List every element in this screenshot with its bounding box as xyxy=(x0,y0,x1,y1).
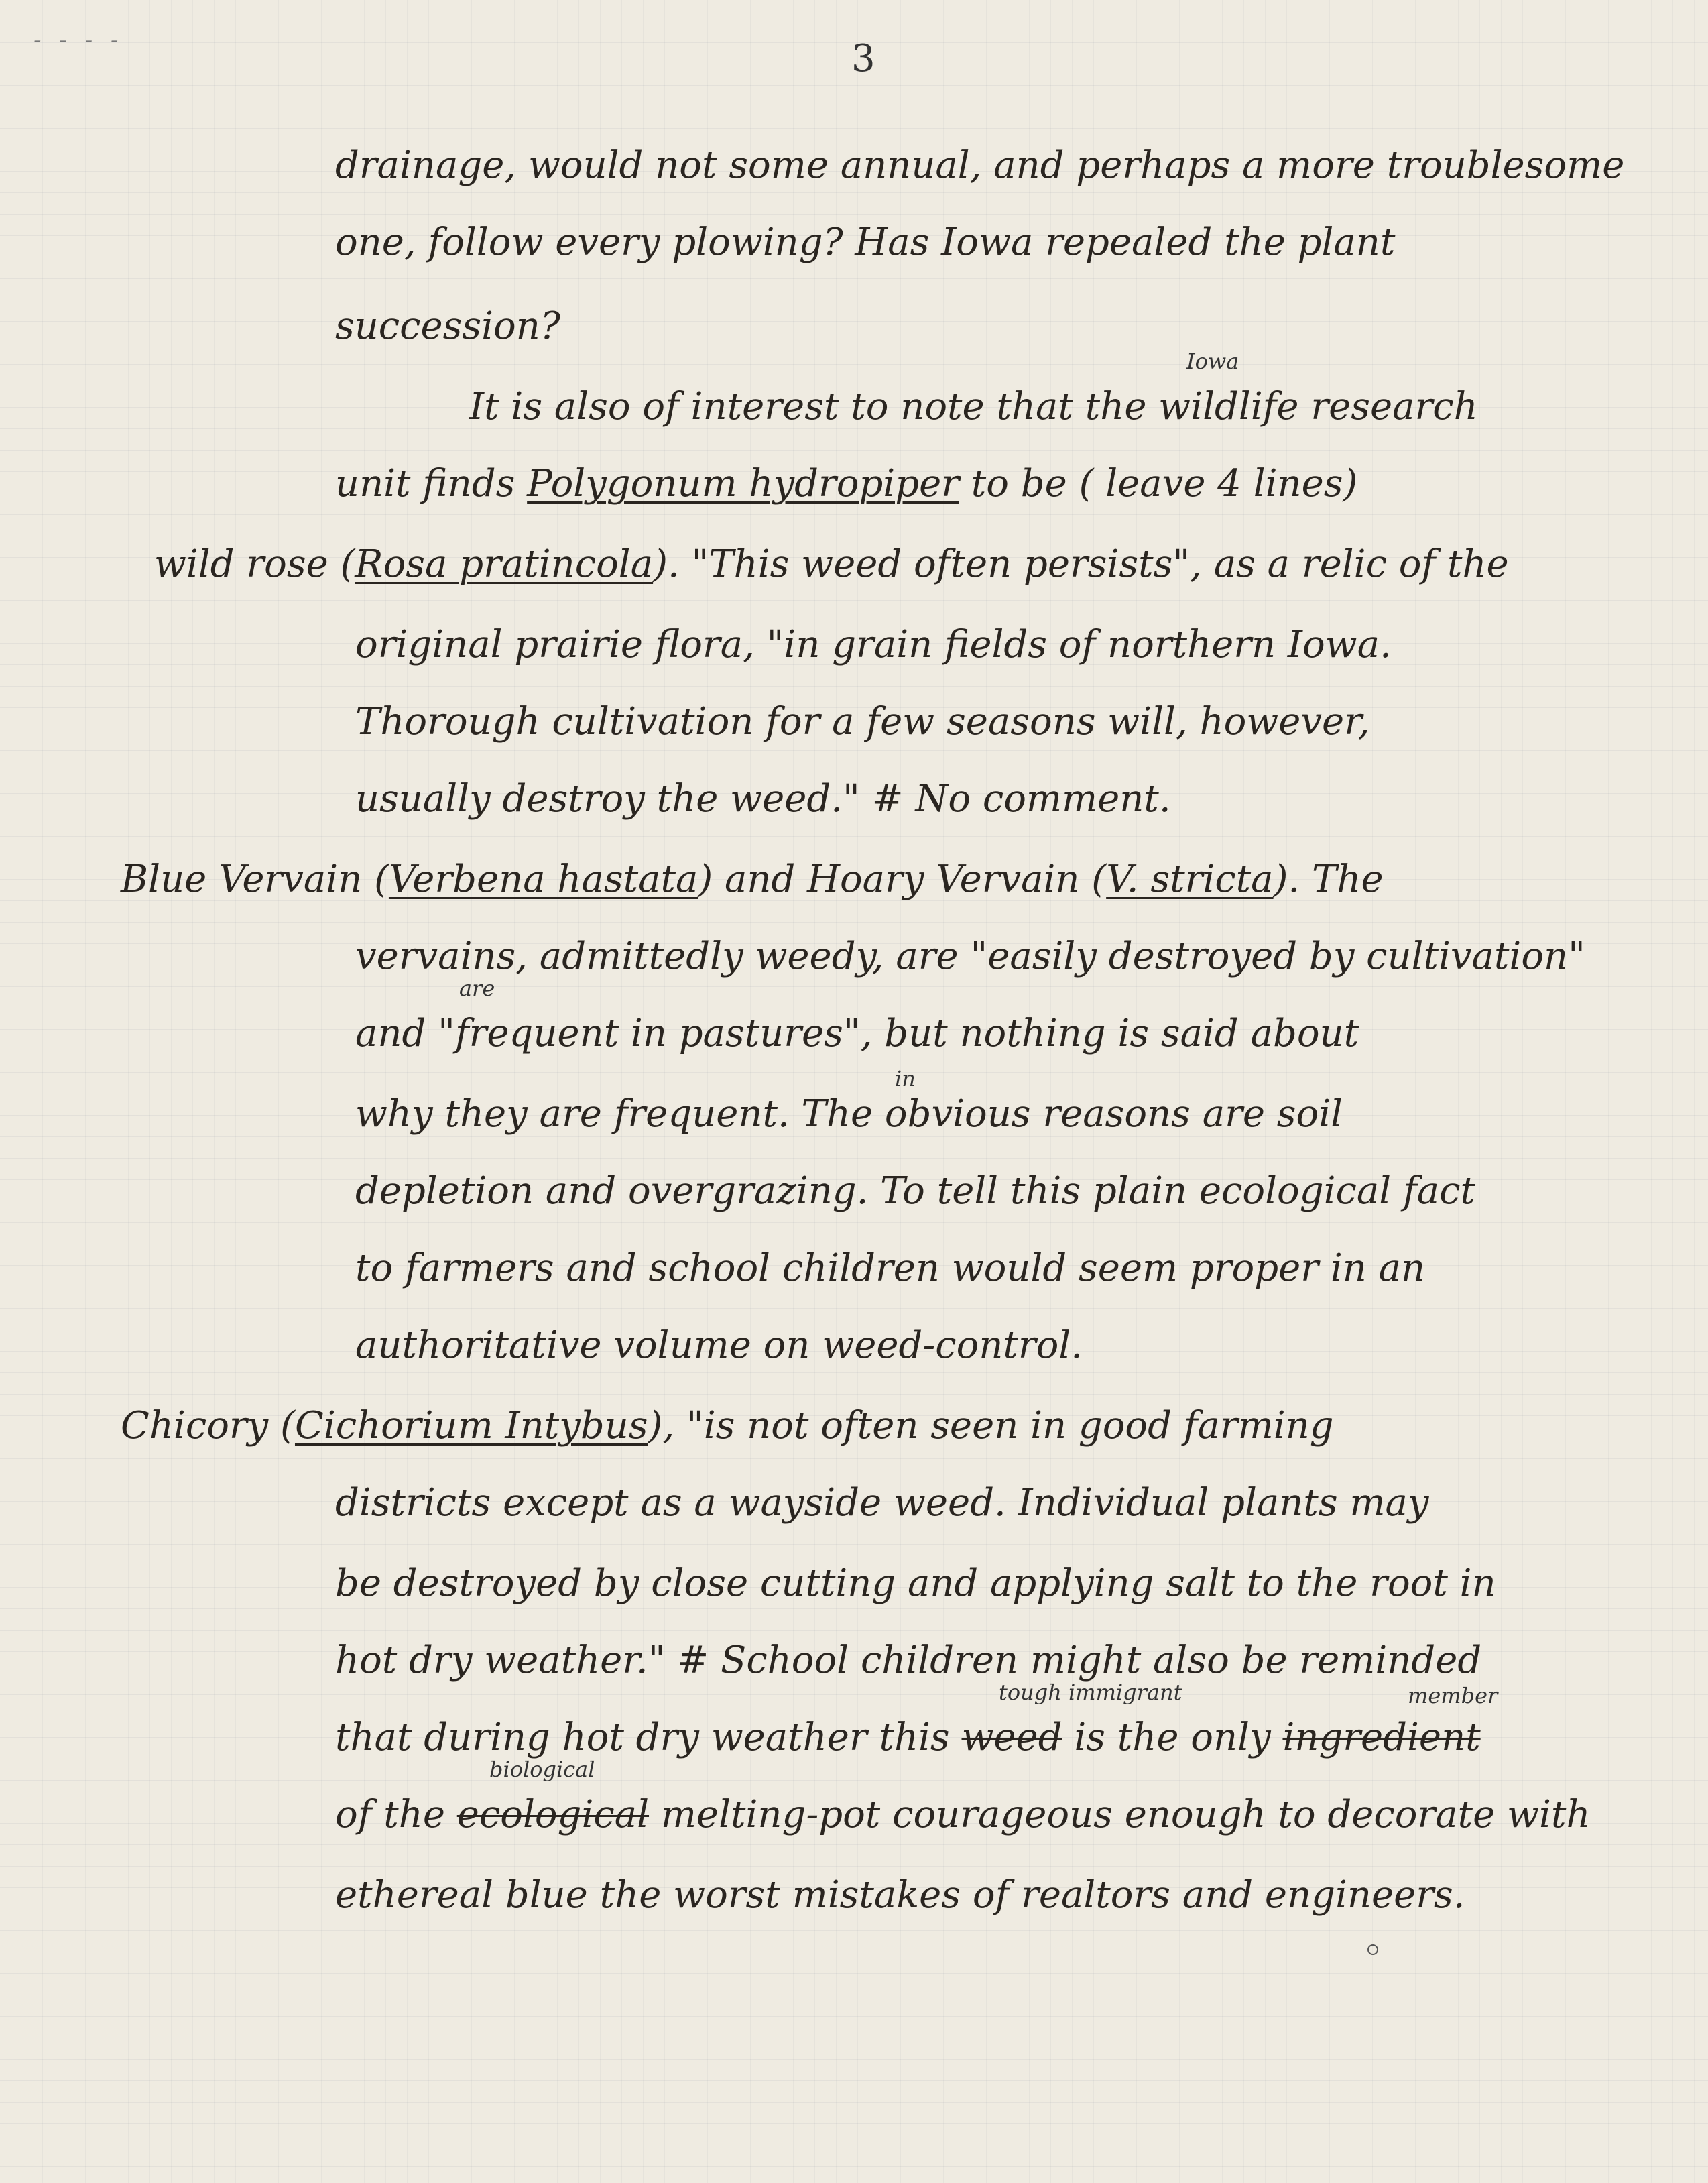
page-number: 3 xyxy=(851,37,875,80)
insertion-iowa: Iowa xyxy=(1186,349,1239,374)
struck-word-ecological: ecological xyxy=(456,1793,650,1836)
scientific-name-verbena: Verbena hastata xyxy=(388,858,698,901)
text-line-13: why they are frequent. The obvious reasons are soil xyxy=(355,1092,1343,1136)
scientific-name-cichorium: Cichorium Intybus xyxy=(294,1404,648,1448)
text-line-21-mid: is the only xyxy=(1062,1716,1283,1759)
text-line-4: It is also of interest to note that the wildlife research xyxy=(469,385,1478,428)
text-line-20: hot dry weather." # School children might also be reminded xyxy=(335,1639,1482,1682)
text-line-12: and "frequent in pastures", but nothing is said about xyxy=(355,1012,1359,1055)
text-line-17-pre: Chicory ( xyxy=(121,1404,295,1448)
text-line-21 xyxy=(335,1716,1481,1759)
text-line-8: Thorough cultivation for a few seasons will, however, xyxy=(355,700,1370,744)
text-line-9: usually destroy the weed." # No comment. xyxy=(355,777,1171,821)
text-line-17 xyxy=(121,1405,1334,1448)
ink-dot xyxy=(1367,1944,1378,1955)
text-line-14: depletion and overgrazing. To tell this plain ecological fact xyxy=(355,1169,1475,1213)
insertion-biological: biological xyxy=(489,1757,595,1782)
text-line-21-pre: that during hot dry weather this xyxy=(335,1716,962,1759)
text-line-1: drainage, would not some annual, and perhaps a more troublesome xyxy=(335,143,1625,187)
text-line-15: to farmers and school children would seem proper in an xyxy=(355,1246,1426,1290)
struck-word-ingredient: ingredient xyxy=(1282,1716,1481,1759)
text-line-3: succession? xyxy=(335,304,560,348)
text-line-22-pre: of the xyxy=(335,1793,457,1836)
text-line-22 xyxy=(335,1793,1591,1836)
text-line-23: ethereal blue the worst mistakes of realtors and engineers. xyxy=(335,1873,1465,1917)
text-line-11: vervains, admittedly weedy, are "easily destroyed by cultivation" xyxy=(355,935,1585,978)
text-line-7: original prairie flora, "in grain fields of northern Iowa. xyxy=(355,623,1392,666)
text-line-10-mid: ) and Hoary Vervain ( xyxy=(698,858,1107,901)
text-line-10-post: ). The xyxy=(1273,858,1384,901)
text-line-6-pre: wild rose ( xyxy=(154,542,355,586)
text-line-6-post: ). "This weed often persists", as a relic of the xyxy=(653,542,1509,586)
scientific-name-v-stricta: V. stricta xyxy=(1106,858,1274,901)
insertion-in: in xyxy=(895,1066,916,1092)
text-line-2: one, follow every plowing? Has Iowa repealed the plant xyxy=(335,221,1396,264)
scientific-name-polygonum: Polygonum hydropiper xyxy=(527,462,959,506)
text-line-22-post: melting-pot courageous enough to decorate with xyxy=(649,1793,1591,1836)
text-line-10 xyxy=(121,858,1384,901)
text-line-5 xyxy=(335,463,1357,506)
text-line-5-post: to be ( leave 4 lines) xyxy=(959,462,1358,506)
text-line-16: authoritative volume on weed-control. xyxy=(355,1323,1083,1367)
scientific-name-rosa: Rosa pratincola xyxy=(355,542,654,586)
text-line-10-pre: Blue Vervain ( xyxy=(121,858,389,901)
text-line-6 xyxy=(154,543,1509,586)
insertion-member: member xyxy=(1408,1683,1498,1708)
text-line-17-post: ), "is not often seen in good farming xyxy=(648,1404,1334,1448)
corner-mark: - - - - xyxy=(34,27,124,54)
text-line-18: districts except as a wayside weed. Individual plants may xyxy=(335,1481,1429,1525)
insertion-are: are xyxy=(459,976,495,1001)
text-line-19: be destroyed by close cutting and applying salt to the root in xyxy=(335,1561,1496,1605)
insertion-tough-immigrant: tough immigrant xyxy=(999,1679,1182,1705)
struck-word-weed: weed xyxy=(961,1716,1062,1759)
text-line-5-pre: unit finds xyxy=(335,462,528,506)
